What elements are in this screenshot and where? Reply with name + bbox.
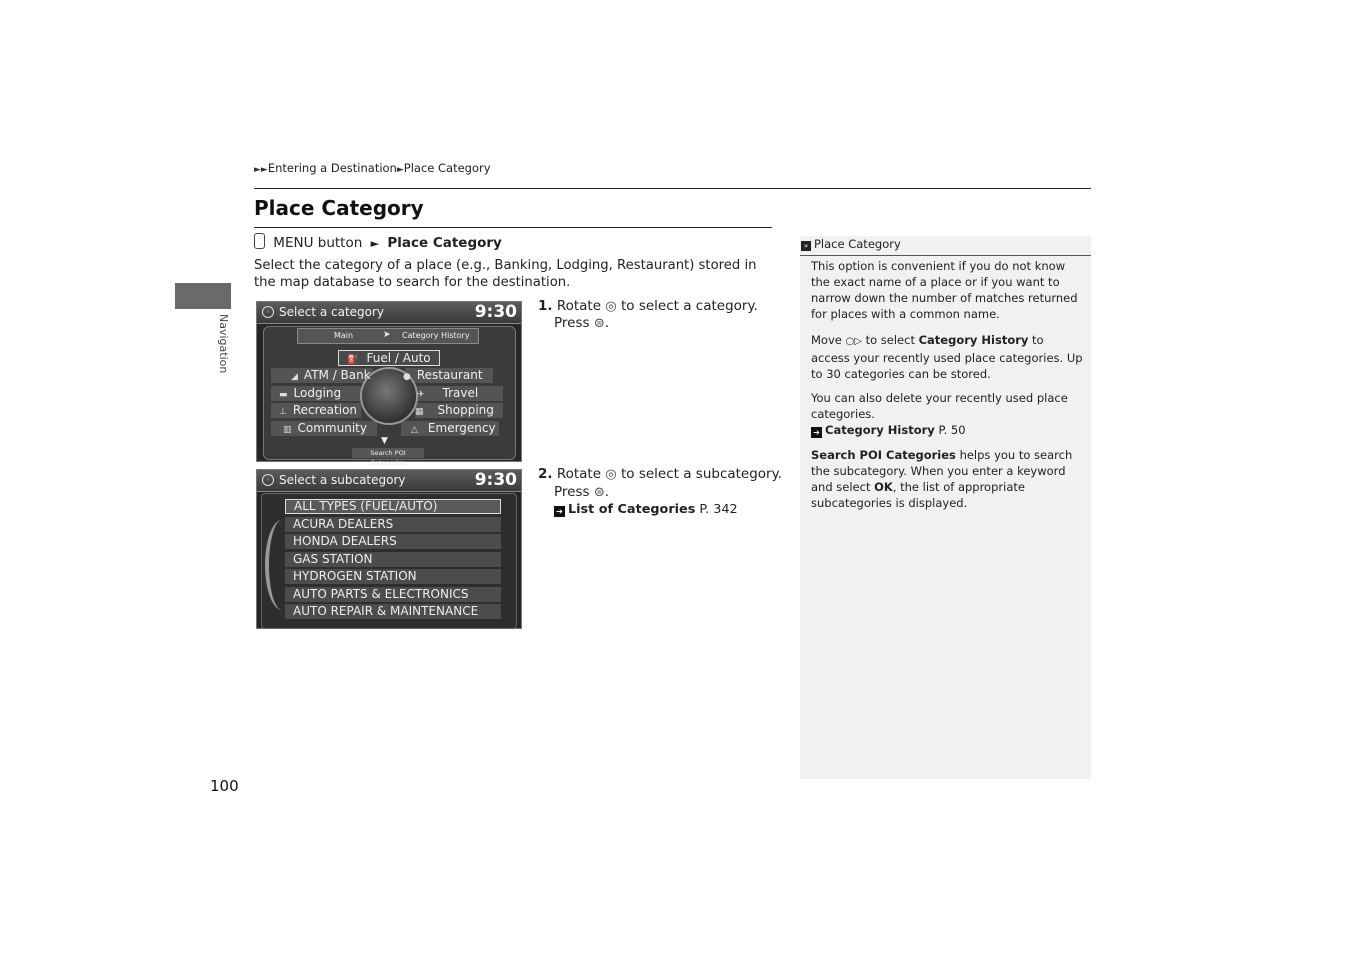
step-number: 1. [538,298,553,314]
breadcrumb-item-entering-destination[interactable]: Entering a Destination [267,161,397,175]
step-text: to select a subcategory. [620,466,782,482]
press-knob-icon: ⊜ [593,316,605,331]
category-label: Restaurant [416,368,483,382]
subcategory-item[interactable]: ACURA DEALERS [285,517,501,532]
sidebar-paragraph: This option is convenient if you do not know the exact name of a place or if you want to narrow down the number of matches returned for places with a common name. [811,259,1078,321]
tab-arrow-icon: ➤ [383,330,391,340]
category-label: Shopping [437,403,494,417]
sidebar-bold: Search POI Categories [811,448,956,462]
category-restaurant[interactable] [403,368,483,383]
bed-icon: ▬ [279,390,288,400]
category-label: Travel [442,386,479,400]
category-tabbar [297,328,479,344]
scroll-down-icon: ▼ [381,436,388,446]
page-title: Place Category [254,196,424,220]
category-label: ATM / Bank [303,368,371,382]
press-knob-icon: ⊜ [593,485,605,500]
step-2 [538,465,782,484]
sidebar-header [800,236,1091,256]
category-fuel-auto-label: Fuel / Auto [366,351,431,365]
xref-category-history[interactable] [811,422,1083,438]
sidebar-paragraph [811,447,1083,511]
sidebar-paragraph [811,332,1083,382]
page-number: 100 [210,777,239,795]
recreation-icon: ⊥ [279,407,287,417]
sidebar-bold: OK [874,480,893,494]
xref-page: P. 50 [938,423,966,437]
rotate-knob-icon: ◎ [605,467,617,482]
step-text: . [604,484,610,500]
subcategory-item[interactable]: AUTO REPAIR & MAINTENANCE [285,604,501,619]
sidebar-bold: Category History [918,333,1029,347]
subcategory-item[interactable]: HYDROGEN STATION [285,569,501,584]
atm-icon: ◢ [291,372,298,382]
xref-list-of-categories[interactable] [554,501,738,519]
category-shopping[interactable] [415,403,494,418]
sidebar-paragraph: You can also delete your recently used place categories. [811,391,1068,421]
category-emergency[interactable] [411,421,496,436]
sidebar-header-label: Place Category [814,237,901,251]
cross-reference-icon: ➔ [554,506,565,517]
step-text: to select a category. [620,298,758,314]
step-text: Press [554,484,590,500]
section-label: Navigation [217,314,230,374]
home-button-icon [254,233,265,249]
screen-clock: 9:30 [474,302,517,322]
category-lodging[interactable] [279,386,341,401]
cross-reference-icon: ➔ [811,427,822,438]
rotate-knob-icon: ◎ [605,299,617,314]
voice-icon: ◦ [262,474,274,486]
category-atm-bank[interactable] [291,368,371,383]
tab-main[interactable]: Main [334,331,354,340]
category-screen [256,301,522,467]
screen-title: Select a category [279,305,385,319]
voice-icon: ◦ [262,306,274,318]
warning-icon: △ [411,425,418,435]
step-text: Rotate [556,298,602,314]
breadcrumb-separator: ► [396,165,404,175]
xref-label: List of Categories [568,502,696,517]
subcategory-screen [256,469,522,629]
category-label: Recreation [292,403,358,417]
screen-clock: 9:30 [474,470,517,490]
plane-icon: ✈ [417,390,425,400]
restaurant-icon: ● [403,372,411,382]
title-rule [254,227,772,228]
sidebar-text: to select [865,333,915,347]
building-icon: ▥ [283,425,292,435]
header-rule [254,188,1091,189]
xref-page: P. 342 [699,502,738,517]
breadcrumb-item-place-category[interactable]: Place Category [403,161,491,175]
step-1-press [554,314,609,333]
screen-title-bar [257,302,521,324]
step-text: Rotate [556,466,602,482]
step-2-press [554,483,609,502]
section-tab [175,283,231,309]
sidebar-note [800,236,1091,779]
subcategory-item[interactable]: ALL TYPES (FUEL/AUTO) [285,499,501,514]
fuel-icon: ⛽ [347,355,359,365]
category-community[interactable] [283,421,367,436]
sidebar-text: to access your recently used place categories. Up to 30 categories can be stored. [811,333,1083,381]
screen-title-bar [257,470,521,492]
step-text: Press [554,315,590,331]
menu-path [254,233,502,251]
category-fuel-auto[interactable] [338,350,440,366]
subcategory-item[interactable]: HONDA DEALERS [285,534,501,549]
intro-text: Select the category of a place (e.g., Banking, Lodging, Restaurant) stored in the map database to search for the destination. [254,258,757,290]
sidebar-text: Move [811,333,842,347]
step-text: . [604,315,610,331]
menu-button-label: MENU button [273,235,363,251]
tab-category-history[interactable]: Category History [402,331,470,340]
menu-path-target: Place Category [387,235,502,251]
breadcrumb-arrows: ►► [254,165,268,175]
move-right-knob-icon: ○▷ [845,336,862,347]
note-icon: » [801,241,811,251]
category-label: Lodging [293,386,342,400]
step-number: 2. [538,466,553,482]
subcategory-item[interactable]: AUTO PARTS & ELECTRONICS [285,587,501,602]
category-label: Community [297,421,367,435]
breadcrumb [254,161,491,175]
subcategory-item[interactable]: GAS STATION [285,552,501,567]
xref-label: Category History [825,423,935,437]
menu-path-arrow: ► [370,237,380,250]
sidebar-text: , the list of appropriate subcategories is displayed. [811,480,1025,510]
sidebar-text: helps you to search the subcategory. When you enter a keyword and select [811,448,1073,494]
screen-title: Select a subcategory [279,473,406,487]
category-recreation[interactable] [279,403,357,418]
cart-icon: ▦ [415,407,424,417]
category-label: Emergency [427,421,496,435]
search-poi-categories-button[interactable]: Search POI Categories [352,448,424,458]
category-travel[interactable] [417,386,478,401]
